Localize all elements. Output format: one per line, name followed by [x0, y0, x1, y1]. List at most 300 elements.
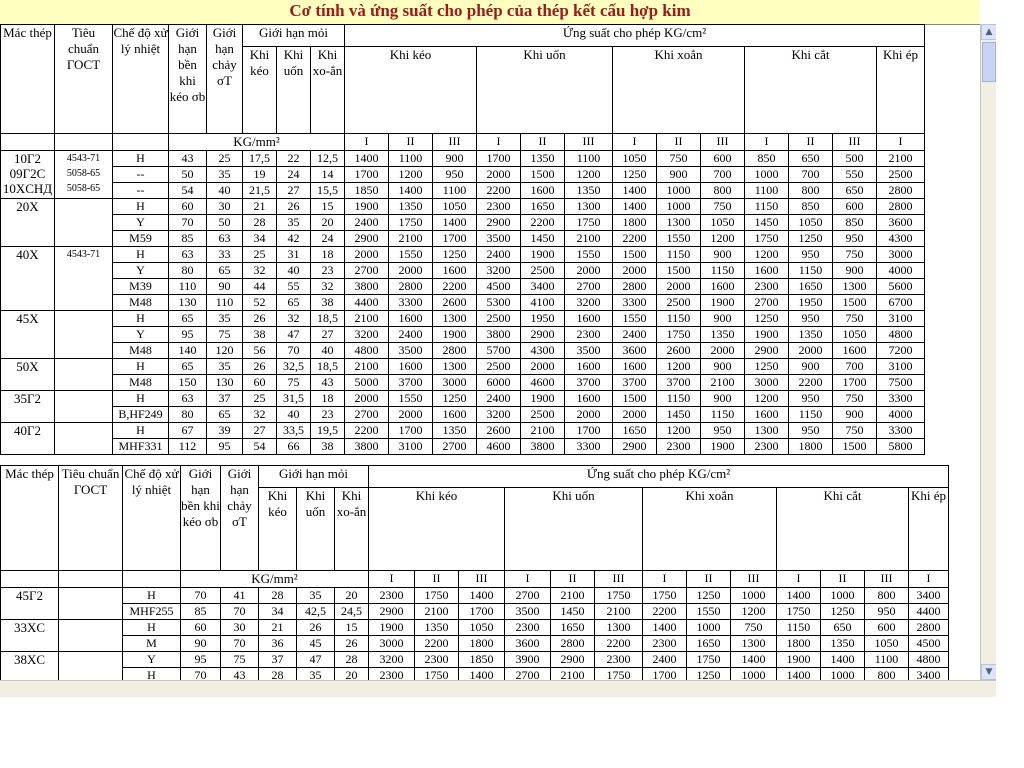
value-cell: 850 — [833, 215, 877, 231]
table-row — [1, 279, 925, 295]
roman-label: I — [909, 571, 949, 588]
value-cell: 500 — [833, 151, 877, 167]
value-cell: 26 — [243, 359, 277, 375]
table-row — [1, 167, 925, 183]
value-cell: 2200 — [477, 183, 521, 199]
value-cell: 900 — [833, 263, 877, 279]
value-cell: 19 — [243, 167, 277, 183]
value-cell: 24 — [311, 231, 345, 247]
value-cell: 2000 — [521, 359, 565, 375]
roman-label: II — [389, 134, 433, 151]
value-cell: 90 — [181, 636, 221, 652]
value-cell: 1600 — [565, 359, 613, 375]
value-cell: 2100 — [415, 604, 459, 620]
value-cell: 600 — [701, 151, 745, 167]
header-ung-suat: Ứng suất cho phép KG/cm² — [345, 25, 925, 47]
value-cell: 1000 — [821, 588, 865, 604]
value-cell: 2200 — [415, 636, 459, 652]
heat-treatment-cell: Y — [113, 215, 169, 231]
value-cell: 40 — [277, 263, 311, 279]
value-cell: 38 — [243, 327, 277, 343]
header-moi-uon: Khi uốn — [277, 47, 311, 134]
value-cell: 35 — [297, 588, 335, 604]
value-cell: 15 — [311, 199, 345, 215]
value-cell: 36 — [259, 636, 297, 652]
table-row — [1, 359, 925, 375]
value-cell: 2500 — [657, 295, 701, 311]
value-cell: 112 — [169, 439, 207, 455]
value-cell: 2500 — [521, 263, 565, 279]
value-cell: 900 — [701, 311, 745, 327]
value-cell: 1500 — [833, 295, 877, 311]
value-cell: 60 — [243, 375, 277, 391]
table-row — [1, 439, 925, 455]
value-cell: 2400 — [643, 652, 687, 668]
value-cell: 700 — [833, 359, 877, 375]
value-cell: 2900 — [345, 231, 389, 247]
value-cell: 1150 — [745, 199, 789, 215]
value-cell: 35 — [207, 167, 243, 183]
value-cell: 1550 — [565, 247, 613, 263]
value-cell: 21 — [243, 199, 277, 215]
value-cell: 1150 — [789, 407, 833, 423]
header-khi-cat: Khi cắt — [745, 47, 877, 134]
value-cell: 28 — [259, 588, 297, 604]
roman-label: III — [833, 134, 877, 151]
value-cell: 60 — [181, 620, 221, 636]
value-cell: 4400 — [345, 295, 389, 311]
value-cell: 750 — [657, 151, 701, 167]
heat-treatment-cell: MHF255 — [123, 604, 181, 620]
header-che-do: Chế độ xử lý nhiệt — [113, 25, 169, 134]
value-cell: 65 — [207, 263, 243, 279]
value-cell: 2800 — [551, 636, 595, 652]
value-cell: 1050 — [865, 636, 909, 652]
value-cell: 1250 — [433, 247, 477, 263]
steel-properties-table-1 — [0, 24, 925, 455]
value-cell: 47 — [297, 652, 335, 668]
value-cell: 4600 — [477, 439, 521, 455]
value-cell: 66 — [277, 439, 311, 455]
heat-treatment-cell: M48 — [113, 295, 169, 311]
steel-grade: 20X — [16, 199, 39, 214]
value-cell: 32 — [243, 407, 277, 423]
value-cell: 18 — [311, 247, 345, 263]
heat-treatment-cell: H — [123, 588, 181, 604]
value-cell: 37 — [207, 391, 243, 407]
value-cell: 2900 — [613, 439, 657, 455]
value-cell: 1350 — [415, 620, 459, 636]
value-cell: 850 — [789, 199, 833, 215]
gost-cell — [55, 151, 113, 199]
value-cell: 43 — [221, 668, 259, 681]
value-cell: 70 — [221, 636, 259, 652]
value-cell: 47 — [277, 327, 311, 343]
value-cell: 110 — [207, 295, 243, 311]
value-cell: 2800 — [389, 279, 433, 295]
steel-grade: 40Γ2 — [13, 423, 41, 438]
steel-grade-cell — [1, 652, 59, 681]
scroll-down-button[interactable]: ▼ — [981, 664, 997, 680]
value-cell: 3700 — [657, 375, 701, 391]
gost-cell — [55, 199, 113, 247]
value-cell: 1600 — [833, 343, 877, 359]
value-cell: 2900 — [369, 604, 415, 620]
roman-label: I — [369, 571, 415, 588]
gost-cell — [55, 391, 113, 423]
value-cell: 1350 — [433, 423, 477, 439]
value-cell: 95 — [207, 439, 243, 455]
value-cell: 63 — [169, 247, 207, 263]
value-cell: 2400 — [613, 327, 657, 343]
header-khi-uon: Khi uốn — [477, 47, 613, 134]
roman-label: II — [415, 571, 459, 588]
value-cell: 30 — [221, 620, 259, 636]
value-cell: 2200 — [595, 636, 643, 652]
heat-treatment-cell: M — [123, 636, 181, 652]
value-cell: 1150 — [657, 247, 701, 263]
value-cell: 26 — [243, 311, 277, 327]
value-cell: 2400 — [345, 215, 389, 231]
roman-label: I — [477, 134, 521, 151]
value-cell: 25 — [207, 151, 243, 167]
value-cell: 1550 — [657, 231, 701, 247]
table-row — [1, 327, 925, 343]
value-cell: 26 — [297, 620, 335, 636]
value-cell: 1400 — [821, 652, 865, 668]
value-cell: 85 — [169, 231, 207, 247]
value-cell: 3600 — [613, 343, 657, 359]
roman-label: III — [865, 571, 909, 588]
header-moi-keo: Khi kéo — [259, 488, 297, 571]
table-2-body — [1, 588, 949, 681]
header-gioi-han-ben: Giới hạn bền khi kéo σb — [169, 25, 207, 134]
value-cell: 1800 — [789, 439, 833, 455]
value-cell: 1750 — [415, 668, 459, 681]
value-cell: 900 — [833, 407, 877, 423]
value-cell: 2800 — [877, 183, 925, 199]
header-khi-xoan: Khi xoắn — [613, 47, 745, 134]
value-cell: 2000 — [701, 343, 745, 359]
value-cell: 750 — [833, 423, 877, 439]
steel-grade-cell — [1, 423, 55, 455]
value-cell: 25 — [243, 247, 277, 263]
value-cell: 2000 — [565, 407, 613, 423]
value-cell: 3800 — [345, 439, 389, 455]
value-cell: 5700 — [477, 343, 521, 359]
roman-label: I — [613, 134, 657, 151]
value-cell: 950 — [833, 231, 877, 247]
header-khi-ep: Khi ép — [877, 47, 925, 134]
value-cell: 2500 — [877, 167, 925, 183]
value-cell: 1350 — [521, 151, 565, 167]
value-cell: 1950 — [521, 311, 565, 327]
value-cell: 1550 — [389, 391, 433, 407]
value-cell: 1650 — [613, 423, 657, 439]
value-cell: 1700 — [345, 167, 389, 183]
value-cell: 2100 — [701, 375, 745, 391]
header-gioi-han-ben: Giới hạn bền khi kéo σb — [181, 466, 221, 571]
value-cell: 35 — [207, 359, 243, 375]
value-cell: 65 — [169, 359, 207, 375]
header-khi-uon: Khi uốn — [505, 488, 643, 571]
value-cell: 2100 — [595, 604, 643, 620]
value-cell: 6000 — [477, 375, 521, 391]
roman-label: II — [551, 571, 595, 588]
value-cell: 1600 — [433, 407, 477, 423]
value-cell: 1750 — [595, 668, 643, 681]
steel-grade-cell — [1, 588, 59, 620]
value-cell: 800 — [865, 588, 909, 604]
table-row — [1, 423, 925, 439]
value-cell: 18,5 — [311, 359, 345, 375]
value-cell: 2000 — [613, 263, 657, 279]
value-cell: 3800 — [477, 327, 521, 343]
heat-treatment-cell: -- — [113, 167, 169, 183]
value-cell: 75 — [277, 375, 311, 391]
value-cell: 2600 — [477, 423, 521, 439]
value-cell: 1700 — [565, 423, 613, 439]
roman-label: II — [521, 134, 565, 151]
value-cell: 1050 — [789, 215, 833, 231]
header-mac-thep: Mác thép — [1, 466, 59, 571]
steel-grade: 40X — [16, 247, 39, 262]
value-cell: 3000 — [877, 247, 925, 263]
value-cell: 31,5 — [277, 391, 311, 407]
value-cell: 2200 — [345, 423, 389, 439]
value-cell: 2500 — [477, 359, 521, 375]
value-cell: 60 — [169, 199, 207, 215]
value-cell: 1100 — [865, 652, 909, 668]
value-cell: 1050 — [833, 327, 877, 343]
value-cell: 32,5 — [277, 359, 311, 375]
value-cell: 1550 — [613, 311, 657, 327]
steel-grade-cell — [1, 247, 55, 311]
value-cell: 32 — [277, 311, 311, 327]
value-cell: 2700 — [505, 668, 551, 681]
value-cell: 55 — [277, 279, 311, 295]
value-cell: 3100 — [877, 359, 925, 375]
vertical-scrollbar[interactable] — [980, 24, 997, 680]
value-cell: 1200 — [731, 604, 777, 620]
value-cell: 3300 — [613, 295, 657, 311]
value-cell: 2300 — [595, 652, 643, 668]
value-cell: 3800 — [521, 439, 565, 455]
gost-standard: 4543-71 — [66, 153, 101, 164]
value-cell: 800 — [789, 183, 833, 199]
value-cell: 900 — [789, 359, 833, 375]
value-cell: 1900 — [521, 391, 565, 407]
value-cell: 1450 — [551, 604, 595, 620]
value-cell: 1750 — [415, 588, 459, 604]
value-cell: 600 — [833, 199, 877, 215]
value-cell: 1200 — [657, 423, 701, 439]
table-row — [1, 588, 949, 604]
value-cell: 2900 — [551, 652, 595, 668]
table-row — [1, 183, 925, 199]
roman-label: III — [459, 571, 505, 588]
value-cell: 85 — [181, 604, 221, 620]
value-cell: 1200 — [565, 167, 613, 183]
value-cell: 50 — [169, 167, 207, 183]
value-cell: 3400 — [909, 588, 949, 604]
value-cell: 1050 — [459, 620, 505, 636]
heat-treatment-cell: Y — [113, 327, 169, 343]
gost-cell — [55, 359, 113, 391]
value-cell: 21 — [259, 620, 297, 636]
header-khi-cat: Khi cắt — [777, 488, 909, 571]
roman-label: II — [657, 134, 701, 151]
value-cell: 23 — [311, 263, 345, 279]
table-row — [1, 199, 925, 215]
value-cell: 2500 — [521, 407, 565, 423]
value-cell: 2300 — [505, 620, 551, 636]
value-cell: 4100 — [521, 295, 565, 311]
steel-grade: 33XC — [13, 620, 46, 635]
value-cell: 1400 — [433, 215, 477, 231]
value-cell: 4400 — [909, 604, 949, 620]
value-cell: 20 — [335, 668, 369, 681]
value-cell: 5000 — [345, 375, 389, 391]
value-cell: 28 — [335, 652, 369, 668]
header-moi-keo: Khi kéo — [243, 47, 277, 134]
value-cell: 1050 — [433, 199, 477, 215]
heat-treatment-cell: B,HF249 — [113, 407, 169, 423]
value-cell: 40 — [277, 407, 311, 423]
value-cell: 1000 — [745, 167, 789, 183]
value-cell: 1000 — [731, 588, 777, 604]
value-cell: 43 — [169, 151, 207, 167]
value-cell: 4300 — [521, 343, 565, 359]
value-cell: 3300 — [877, 423, 925, 439]
header-tieu-chuan: Tiêu chuẩn ГОСТ — [55, 25, 113, 134]
value-cell: 3500 — [477, 231, 521, 247]
value-cell: 32 — [311, 279, 345, 295]
header-gioi-han-moi: Giới hạn mỏi — [243, 25, 345, 47]
value-cell: 1800 — [459, 636, 505, 652]
value-cell: 1000 — [687, 620, 731, 636]
value-cell: 2300 — [643, 636, 687, 652]
value-cell: 900 — [433, 151, 477, 167]
heat-treatment-cell: H — [113, 391, 169, 407]
steel-grade: 38XC — [13, 652, 46, 667]
value-cell: 44 — [243, 279, 277, 295]
value-cell: 38 — [311, 439, 345, 455]
value-cell: 3500 — [505, 604, 551, 620]
heat-treatment-cell: H — [123, 668, 181, 681]
value-cell: 1250 — [613, 167, 657, 183]
value-cell: 1350 — [389, 199, 433, 215]
value-cell: 3600 — [877, 215, 925, 231]
gost-standard: 4543-71 — [66, 249, 101, 260]
value-cell: 2000 — [389, 263, 433, 279]
value-cell: 2100 — [551, 588, 595, 604]
value-cell: 700 — [701, 167, 745, 183]
value-cell: 750 — [833, 391, 877, 407]
value-cell: 1400 — [345, 151, 389, 167]
value-cell: 2000 — [345, 391, 389, 407]
value-cell: 120 — [207, 343, 243, 359]
value-cell: 1700 — [477, 151, 521, 167]
unit-label: KG/mm² — [181, 571, 369, 588]
value-cell: 37 — [259, 652, 297, 668]
roman-label: III — [565, 134, 613, 151]
value-cell: 17,5 — [243, 151, 277, 167]
steel-grade: 10XCHД — [2, 181, 53, 196]
value-cell: 2700 — [565, 279, 613, 295]
value-cell: 2800 — [433, 343, 477, 359]
value-cell: 33,5 — [277, 423, 311, 439]
scroll-up-button[interactable]: ▲ — [981, 24, 997, 40]
value-cell: 1600 — [565, 391, 613, 407]
value-cell: 2400 — [477, 391, 521, 407]
value-cell: 39 — [207, 423, 243, 439]
value-cell: 70 — [277, 343, 311, 359]
roman-label: I — [877, 134, 925, 151]
value-cell: 1100 — [433, 183, 477, 199]
value-cell: 1150 — [701, 263, 745, 279]
header-khi-keo: Khi kéo — [345, 47, 477, 134]
value-cell: 1750 — [777, 604, 821, 620]
value-cell: 80 — [169, 407, 207, 423]
value-cell: 2400 — [389, 327, 433, 343]
value-cell: 3400 — [521, 279, 565, 295]
value-cell: 1150 — [657, 311, 701, 327]
value-cell: 900 — [701, 359, 745, 375]
header-khi-xoan: Khi xoắn — [643, 488, 777, 571]
gost-cell — [55, 247, 113, 311]
value-cell: 1250 — [433, 391, 477, 407]
value-cell: 2300 — [369, 668, 415, 681]
value-cell: 950 — [433, 167, 477, 183]
value-cell: 2800 — [909, 620, 949, 636]
value-cell: 2200 — [613, 231, 657, 247]
value-cell: 20 — [335, 588, 369, 604]
value-cell: 70 — [221, 604, 259, 620]
scroll-thumb[interactable] — [982, 42, 996, 82]
value-cell: 1400 — [613, 183, 657, 199]
table-row — [1, 636, 949, 652]
value-cell: 1250 — [687, 588, 731, 604]
value-cell: 1150 — [701, 407, 745, 423]
value-cell: 1650 — [789, 279, 833, 295]
value-cell: 1950 — [789, 295, 833, 311]
value-cell: 1100 — [745, 183, 789, 199]
horizontal-scrollbar[interactable] — [0, 680, 996, 697]
value-cell: 600 — [865, 620, 909, 636]
value-cell: 750 — [833, 311, 877, 327]
value-cell: 650 — [821, 620, 865, 636]
gost-cell — [59, 620, 123, 652]
roman-label: II — [821, 571, 865, 588]
value-cell: 950 — [865, 604, 909, 620]
value-cell: 23 — [311, 407, 345, 423]
value-cell: 1500 — [657, 263, 701, 279]
value-cell: 4800 — [909, 652, 949, 668]
value-cell: 18 — [311, 391, 345, 407]
value-cell: 1600 — [745, 407, 789, 423]
table-1-body — [1, 151, 925, 455]
table-row — [1, 604, 949, 620]
value-cell: 95 — [181, 652, 221, 668]
value-cell: 65 — [169, 311, 207, 327]
value-cell: 130 — [169, 295, 207, 311]
value-cell: 2200 — [643, 604, 687, 620]
steel-grade-cell — [1, 391, 55, 423]
value-cell: 5800 — [877, 439, 925, 455]
value-cell: 1400 — [459, 668, 505, 681]
value-cell: 2700 — [505, 588, 551, 604]
